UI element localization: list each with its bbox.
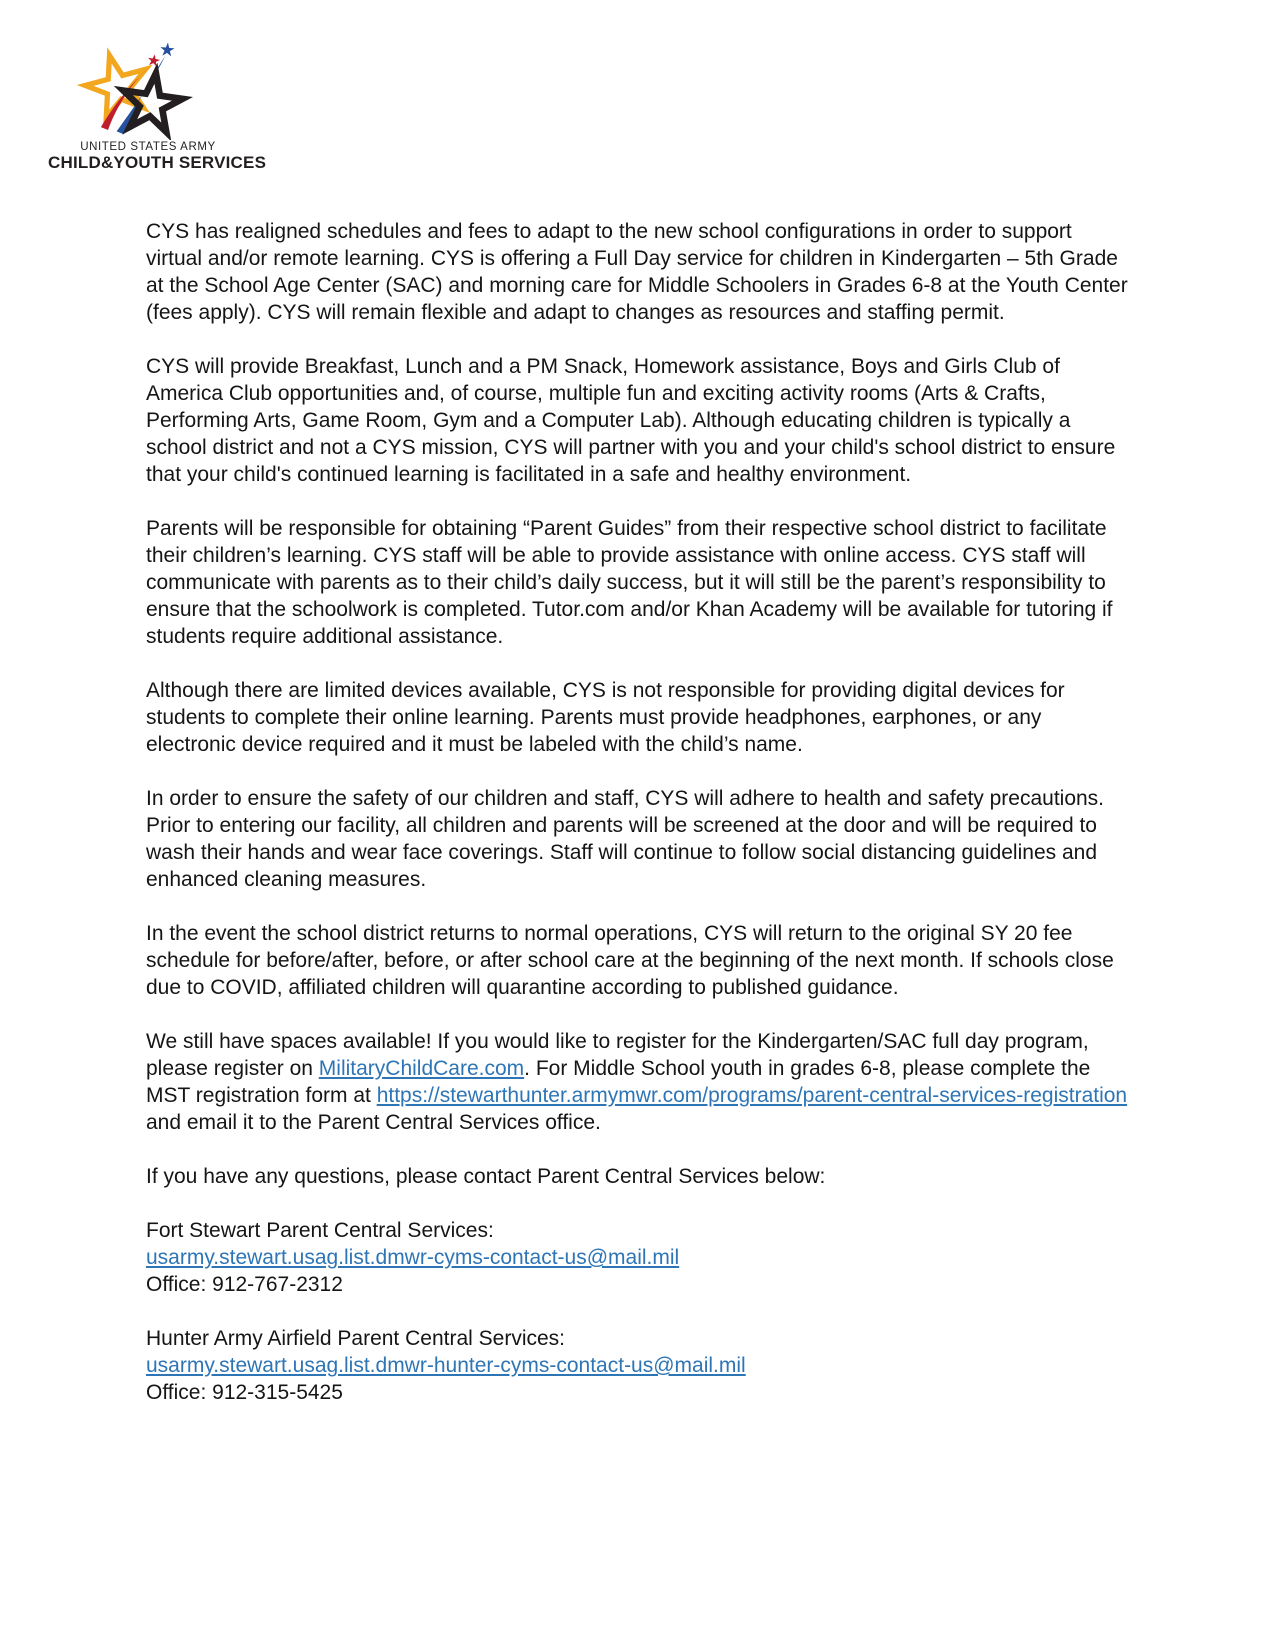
logo-org-name: UNITED STATES ARMY xyxy=(80,141,216,153)
paragraph xyxy=(146,353,1130,488)
text-run: Hunter Army Airfield Parent Central Services: xyxy=(146,1327,565,1350)
paragraph xyxy=(146,218,1130,326)
hyperlink[interactable]: MilitaryChildCare.com xyxy=(318,1057,525,1080)
text-run: Although there are limited devices available, CYS is not responsible for providing digital devices for students to complete their online learning. Parents must provide headphones, earphones, or any electronic device required and it must be labeled with the child’s name. xyxy=(146,679,1065,756)
paragraph xyxy=(146,677,1130,758)
army-cys-logo xyxy=(48,40,267,173)
paragraph xyxy=(146,920,1130,1001)
text-run: We still have spaces available! If you would like to register for the Kindergarten/SAC full day program, please register on xyxy=(146,1030,1089,1080)
text-run: In order to ensure the safety of our children and staff, CYS will adhere to health and safety precautions. Prior to entering our facility, all children and parents will be screened at the door and will be required to wash their hands and wear face coverings. Staff will continue to follow social distancing guidelines and enhanced cleaning measures. xyxy=(146,787,1105,891)
gold-star-icon xyxy=(79,47,155,121)
paragraph xyxy=(146,515,1130,650)
hyperlink[interactable]: usarmy.stewart.usag.list.dmwr-cyms-contact-us@mail.mil xyxy=(146,1246,680,1269)
cys-star-logo-icon xyxy=(73,40,223,140)
small-red-star-icon xyxy=(147,53,161,67)
text-run: and email it to the Parent Central Services office. xyxy=(146,1111,601,1134)
hyperlink[interactable]: usarmy.stewart.usag.list.dmwr-hunter-cyms-contact-us@mail.mil xyxy=(146,1354,746,1377)
paragraph xyxy=(146,1325,1130,1406)
letter-body xyxy=(146,218,1130,1433)
paragraph xyxy=(146,1028,1130,1136)
text-run: . For Middle School youth in grades 6-8, please complete the MST registration form at xyxy=(146,1057,1091,1107)
paragraph xyxy=(146,785,1130,893)
text-run: If you have any questions, please contact Parent Central Services below: xyxy=(146,1165,826,1188)
paragraph xyxy=(146,1217,1130,1298)
text-run: Office: 912-767-2312 xyxy=(146,1273,343,1296)
logo-org-title: CHILD&YOUTH SERVICES xyxy=(48,153,267,172)
text-run: CYS has realigned schedules and fees to adapt to the new school configurations in order to support virtual and/or remote learning. CYS is offering a Full Day service for children in Kindergarten – 5th Grade at the School Age Center (SAC) and morning care for Middle Schoolers in Grades 6-8 at the Youth Center (fees apply). CYS will remain flexible and adapt to changes as resources and staffing permit. xyxy=(146,220,1128,324)
paragraph xyxy=(146,1163,1130,1190)
small-blue-star-icon xyxy=(160,42,175,57)
text-run: Fort Stewart Parent Central Services: xyxy=(146,1219,494,1242)
text-run: In the event the school district returns to normal operations, CYS will return to the original SY 20 fee schedule for before/after, before, or after school care at the beginning of the next month. If schools close due to COVID, affiliated children will quarantine according to published guidance. xyxy=(146,922,1114,999)
text-run: Parents will be responsible for obtaining “Parent Guides” from their respective school district to facilitate their children’s learning. CYS staff will be able to provide assistance with online access. CYS staff will communicate with parents as to their child’s daily success, but it will still be the parent’s responsibility to ensure that the schoolwork is completed. Tutor.com and/or Khan Academy will be available for tutoring if students require additional assistance. xyxy=(146,517,1113,648)
text-run: CYS will provide Breakfast, Lunch and a PM Snack, Homework assistance, Boys and Girls Club of America Club opportunities and, of course, multiple fun and exciting activity rooms (Arts & Crafts, Performing Arts, Game Room, Gym and a Computer Lab). Although educating children is typically a school district and not a CYS mission, CYS will partner with you and your child's school district to ensure that your child's continued learning is facilitated in a safe and healthy environment. xyxy=(146,355,1116,486)
hyperlink[interactable]: https://stewarthunter.armymwr.com/programs/parent-central-services-registration xyxy=(376,1084,1128,1107)
text-run: Office: 912-315-5425 xyxy=(146,1381,343,1404)
